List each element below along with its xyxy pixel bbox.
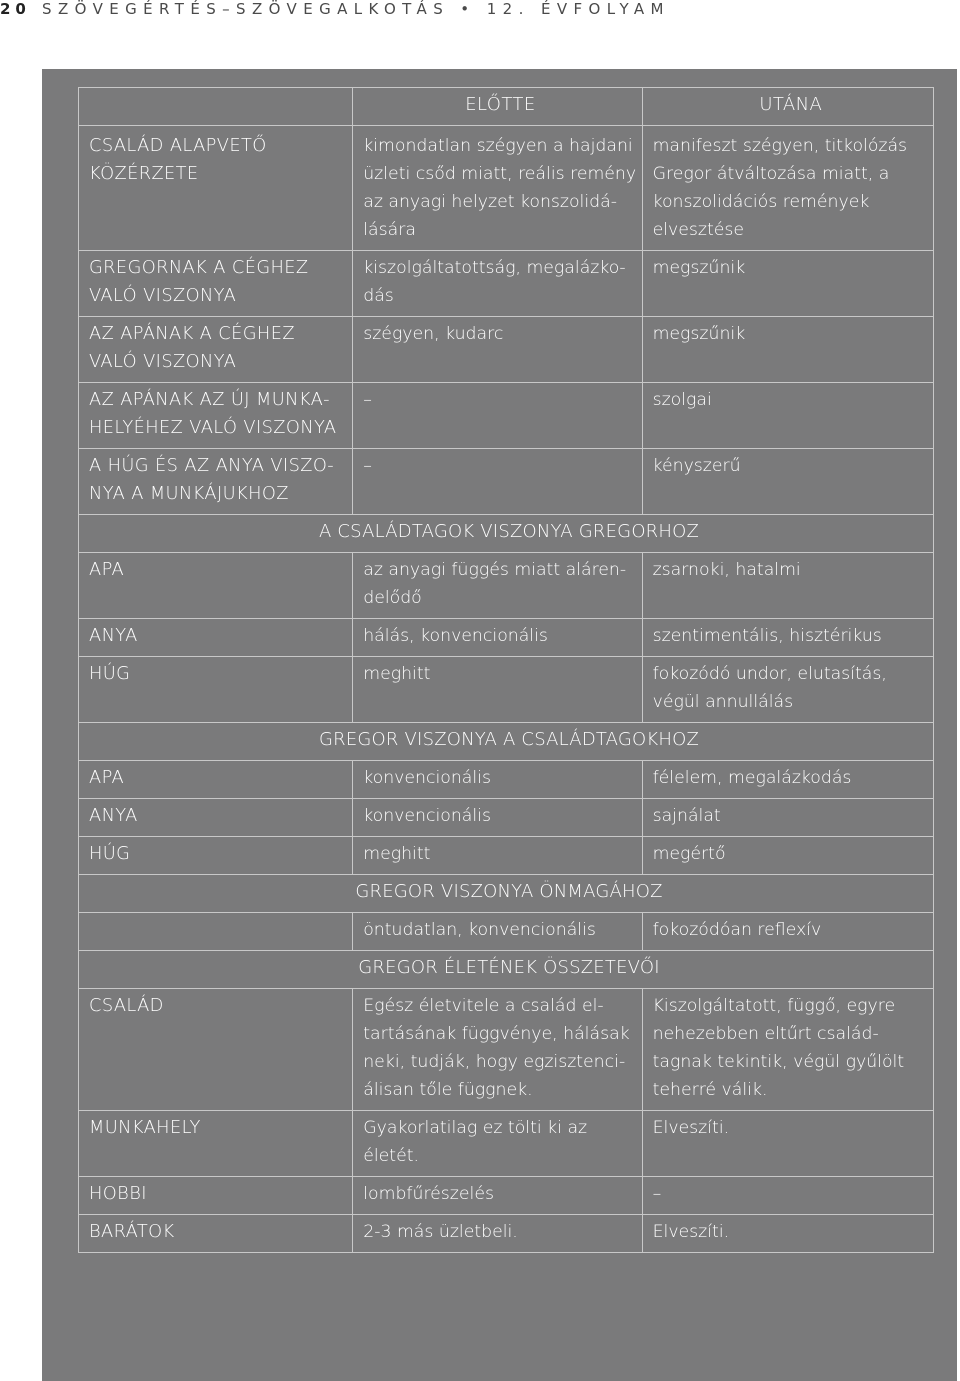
before-cell: szégyen, kudarc (353, 317, 642, 383)
after-cell: szolgai (642, 383, 933, 449)
before-cell: öntudatlan, konvencionális (353, 913, 642, 951)
running-header (0, 0, 960, 22)
before-cell: konvencionális (353, 761, 642, 799)
after-cell: Elveszíti. (642, 1111, 933, 1177)
table-row (79, 449, 934, 515)
table-row (79, 317, 934, 383)
row-label: GREGORNAK A CÉGHEZ VALÓ VISZONYA (79, 251, 353, 317)
after-cell: fokozódó undor, elutasítás, végül annullálás (642, 657, 933, 723)
after-cell: – (642, 1177, 933, 1215)
table-row (79, 1177, 934, 1215)
table-row (79, 383, 934, 449)
after-cell: Kiszolgáltatott, függő, egyre nehezebben eltűrt családtagnak tekintik, végül gyűlölt teherré válik. (642, 989, 933, 1111)
before-cell: meghitt (353, 837, 642, 875)
table-row (79, 553, 934, 619)
table-row (79, 1215, 934, 1253)
after-cell: manifeszt szégyen, titkolózás Gregor átváltozása miatt, a konszolidációs remények elvesztése (642, 126, 933, 251)
row-label: HOBBI (79, 1177, 353, 1215)
table-row (79, 799, 934, 837)
before-cell: hálás, konvencionális (353, 619, 642, 657)
before-cell: meghitt (353, 657, 642, 723)
before-cell: – (353, 383, 642, 449)
section-title: GREGOR VISZONYA ÖNMAGÁHOZ (79, 875, 934, 913)
before-cell: Egész életvitele a család eltartásának függvénye, hálásak neki, tudják, hogy egzisztenciálisan tőle függnek. (353, 989, 642, 1111)
comparison-table (78, 87, 934, 1253)
before-cell: Gyakorlatilag ez tölti ki az életét. (353, 1111, 642, 1177)
after-cell: zsarnoki, hatalmi (642, 553, 933, 619)
section-title-row (79, 951, 934, 989)
running-title: SZÖVEGÉRTÉS–SZÖVEGALKOTÁS • 12. ÉVFOLYAM (42, 0, 670, 18)
table-row (79, 989, 934, 1111)
after-cell: fokozódóan reflexív (642, 913, 933, 951)
row-label: HÚG (79, 837, 353, 875)
column-header-after: UTÁNA (642, 88, 933, 126)
table-row (79, 251, 934, 317)
row-label: CSALÁD (79, 989, 353, 1111)
empty-corner-cell (79, 88, 353, 126)
section-title-row (79, 875, 934, 913)
table-row (79, 619, 934, 657)
before-cell: kimondatlan szégyen a hajdani üzleti csőd miatt, reális remény az anyagi helyzet konszolidálására (353, 126, 642, 251)
row-label: AZ APÁNAK A CÉGHEZ VALÓ VISZONYA (79, 317, 353, 383)
table-row (79, 1111, 934, 1177)
section-title-row (79, 723, 934, 761)
row-label (79, 913, 353, 951)
row-label: APA (79, 761, 353, 799)
row-label: AZ APÁNAK AZ ÚJ MUNKAHELYÉHEZ VALÓ VISZONYA (79, 383, 353, 449)
before-cell: konvencionális (353, 799, 642, 837)
row-label: BARÁTOK (79, 1215, 353, 1253)
after-cell: Elveszíti. (642, 1215, 933, 1253)
table-row (79, 837, 934, 875)
table-row (79, 913, 934, 951)
after-cell: szentimentális, hisztérikus (642, 619, 933, 657)
table-row (79, 657, 934, 723)
after-cell: megszűnik (642, 317, 933, 383)
section-title: GREGOR ÉLETÉNEK ÖSSZETEVŐI (79, 951, 934, 989)
before-cell: 2-3 más üzletbeli. (353, 1215, 642, 1253)
row-label: CSALÁD ALAPVETŐ KÖZÉRZETE (79, 126, 353, 251)
before-cell: lombfűrészelés (353, 1177, 642, 1215)
after-cell: sajnálat (642, 799, 933, 837)
row-label: ANYA (79, 799, 353, 837)
section-title: A CSALÁDTAGOK VISZONYA GREGORHOZ (79, 515, 934, 553)
column-header-row (79, 88, 934, 126)
row-label: APA (79, 553, 353, 619)
row-label: ANYA (79, 619, 353, 657)
after-cell: megértő (642, 837, 933, 875)
table-row (79, 126, 934, 251)
after-cell: félelem, megalázkodás (642, 761, 933, 799)
row-label: MUNKAHELY (79, 1111, 353, 1177)
summary-panel (42, 69, 957, 1381)
row-label: HÚG (79, 657, 353, 723)
after-cell: megszűnik (642, 251, 933, 317)
column-header-before: ELŐTTE (353, 88, 642, 126)
page-number: 20 (0, 0, 31, 18)
before-cell: az anyagi függés miatt alárendelődő (353, 553, 642, 619)
before-cell: – (353, 449, 642, 515)
before-cell: kiszolgáltatottság, megalázkodás (353, 251, 642, 317)
after-cell: kényszerű (642, 449, 933, 515)
section-title-row (79, 515, 934, 553)
row-label: A HÚG ÉS AZ ANYA VISZONYA A MUNKÁJUKHOZ (79, 449, 353, 515)
table-row (79, 761, 934, 799)
section-title: GREGOR VISZONYA A CSALÁDTAGOKHOZ (79, 723, 934, 761)
